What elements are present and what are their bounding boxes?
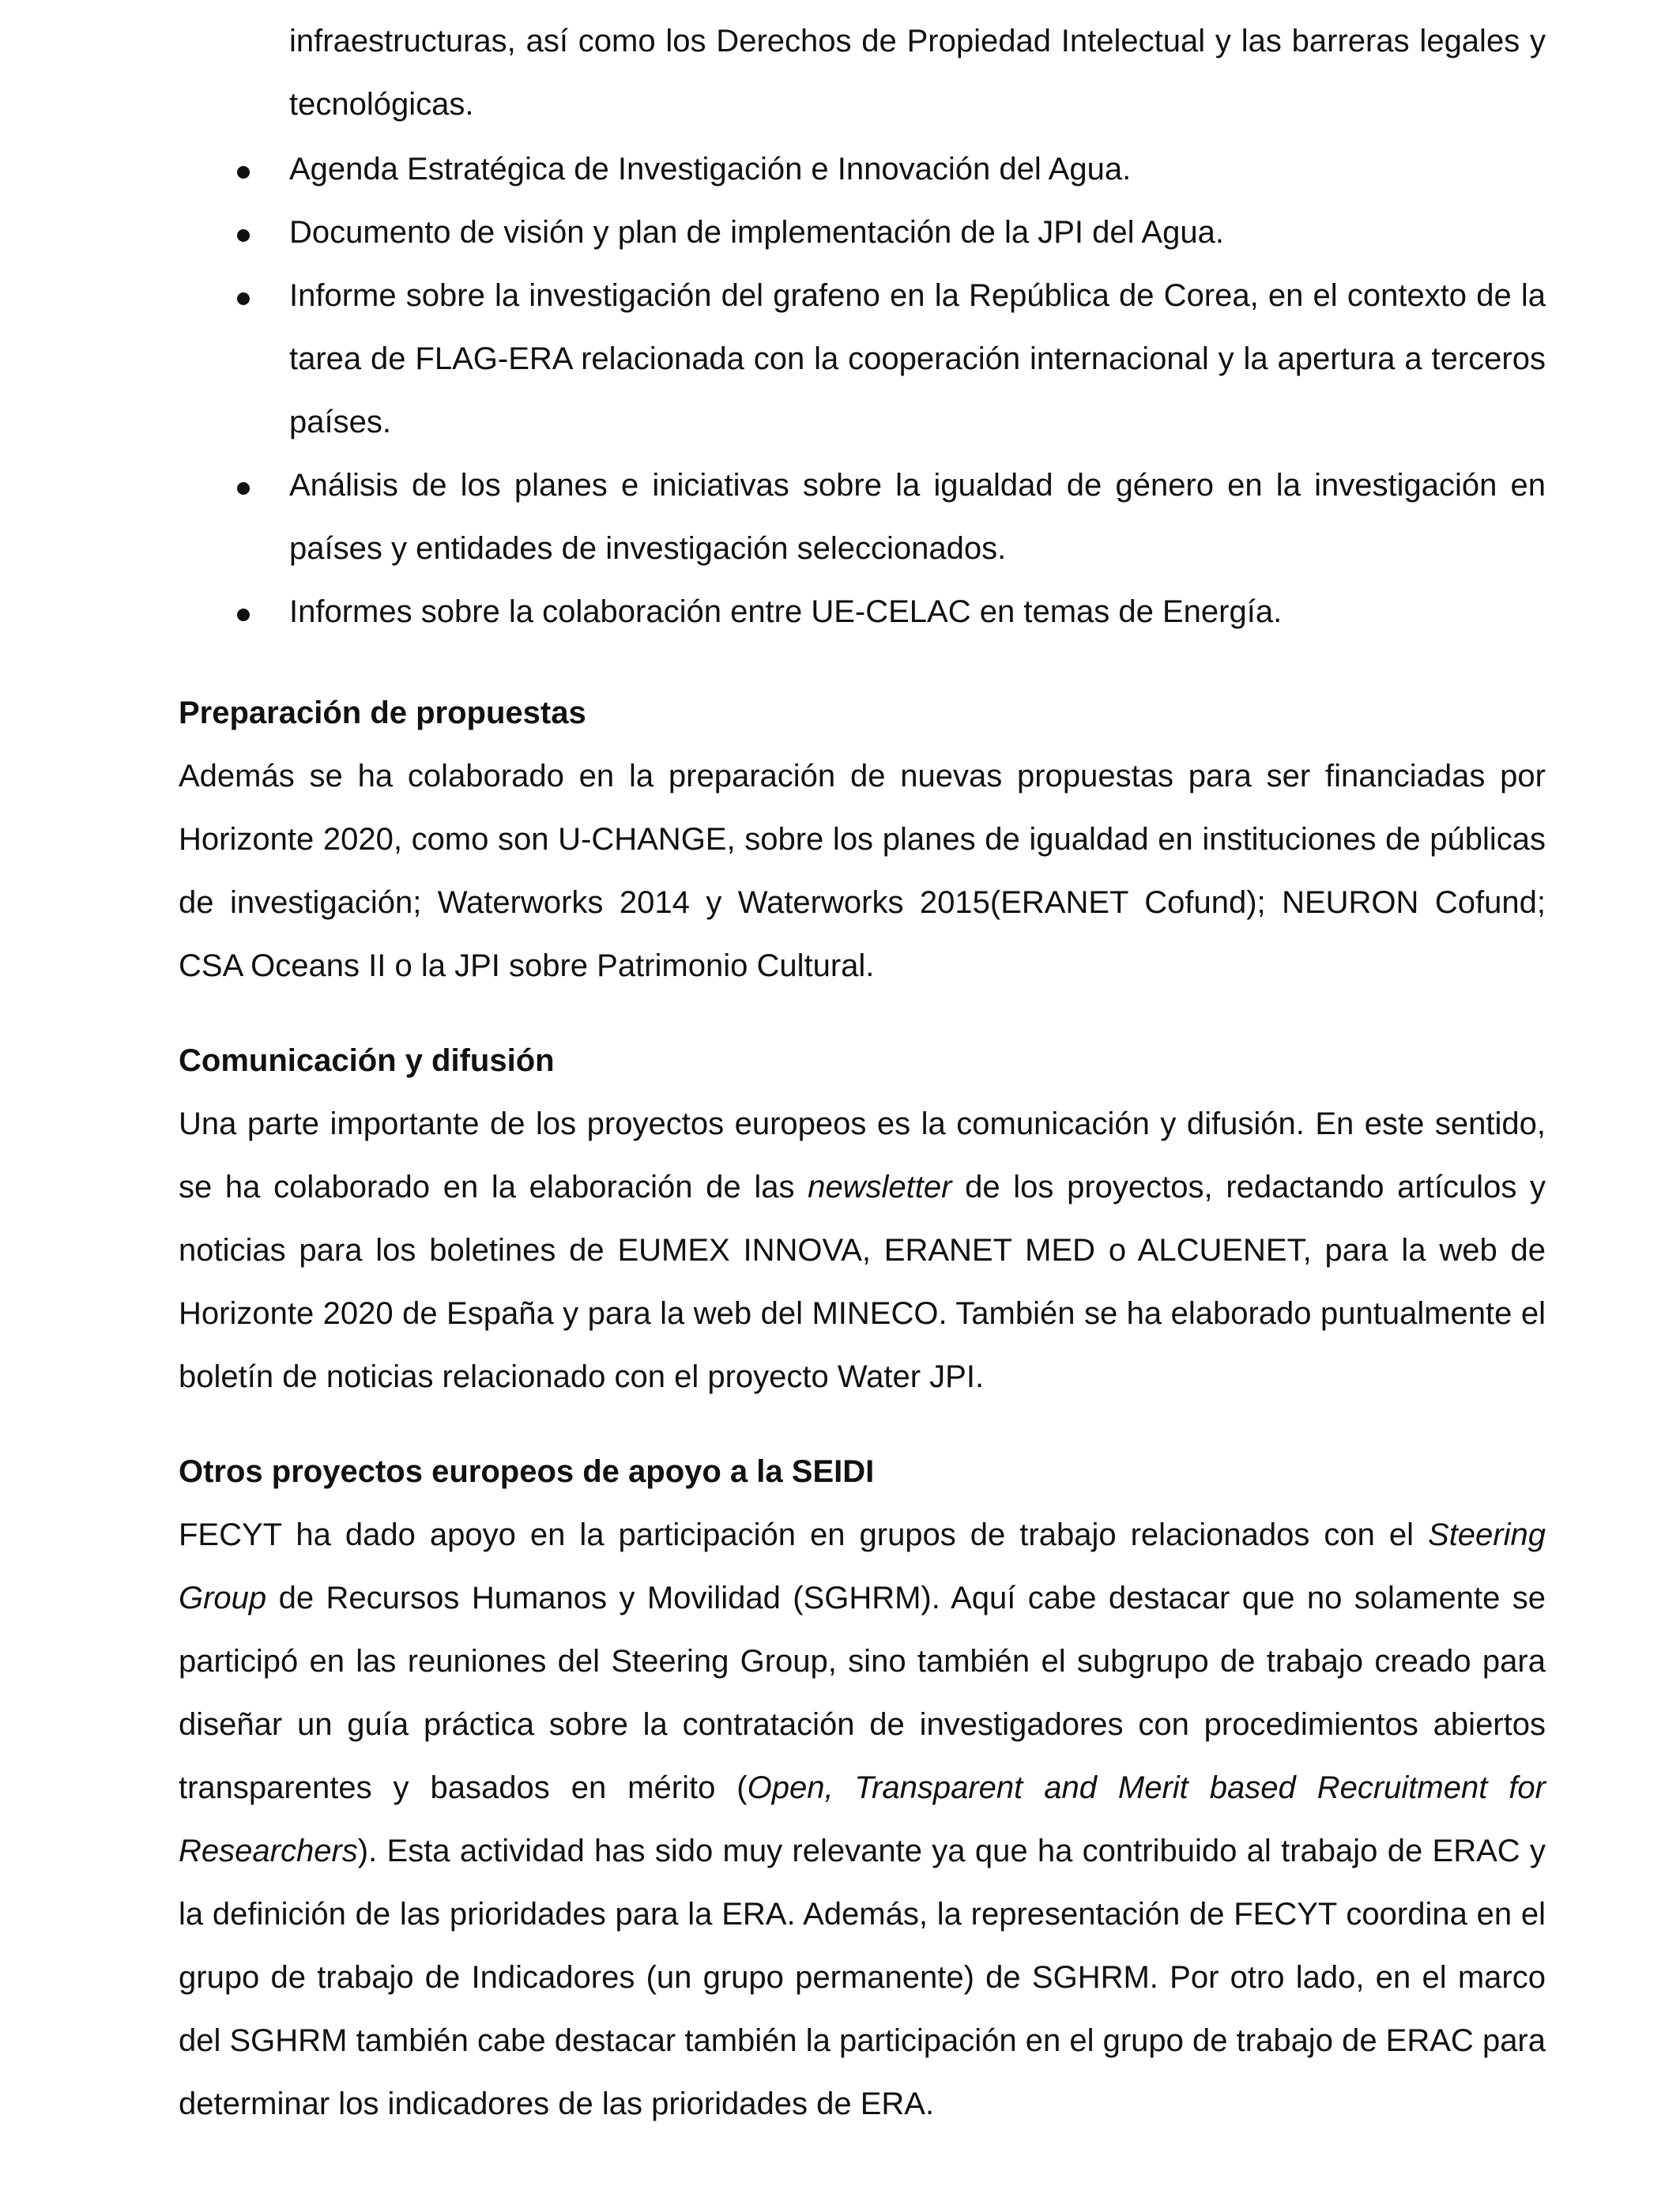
- section-paragraph: [179, 1503, 1546, 2136]
- paragraph-emphasis: newsletter: [808, 1170, 952, 1204]
- bullet-continuation: [179, 9, 1546, 136]
- bullet-icon: [237, 482, 250, 495]
- list-item-text: Análisis de los planes e iniciativas sobre la igualdad de género en la investigación en países y entidades de investigación seleccionados.: [289, 468, 1546, 566]
- section-paragraph: Además se ha colaborado en la preparación de nuevas propuestas para ser financiadas por Horizonte 2020, como son U-CHANGE, sobre los planes de igualdad en instituciones de públicas de investigación; Waterworks 2014 y Waterworks 2015(ERANET Cofund); NEURON Cofund; CSA Oceans II o la JPI sobre Patrimonio Cultural.: [179, 759, 1546, 983]
- section-heading: Otros proyectos europeos de apoyo a la SEIDI: [179, 1454, 875, 1489]
- section-otros: [179, 1440, 1546, 2136]
- list-item: [179, 264, 1546, 454]
- list-item: [179, 138, 1546, 201]
- section-paragraph: [179, 1092, 1546, 1408]
- section-comunicacion: [179, 1029, 1546, 1408]
- paragraph-emphasis: Open, Transparent and Merit based Recruitment for Researchers: [179, 1770, 1546, 1868]
- list-item: [179, 454, 1546, 580]
- bullet-list: [179, 9, 1546, 643]
- paragraph-text: FECYT ha dado apoyo en la participación en grupos de trabajo relacionados con el: [179, 1517, 1429, 1552]
- list-item-text: Agenda Estratégica de Investigación e Innovación del Agua.: [289, 152, 1132, 187]
- bullet-icon: [237, 609, 250, 621]
- list-item-text: Documento de visión y plan de implementación de la JPI del Agua.: [289, 215, 1224, 250]
- section-heading: Comunicación y difusión: [179, 1043, 555, 1078]
- list-item-text: Informes sobre la colaboración entre UE-CELAC en temas de Energía.: [289, 594, 1283, 629]
- paragraph-text: de Recursos Humanos y Movilidad (SGHRM). Aquí cabe destacar que no solamente se participó en las reuniones del Steering Group, sino también el subgrupo de trabajo creado para diseñar un guía práctica sobre la contratación de investigadores con procedimientos abiertos transparentes y basados en mérito (: [179, 1581, 1546, 1805]
- paragraph-text: ). Esta actividad has sido muy relevante ya que ha contribuido al trabajo de ERAC y la definición de las prioridades para la ERA. Además, la representación de FECYT coordina en el grupo de trabajo de Indicadores (un grupo permanente) de SGHRM. Por otro lado, en el marco del SGHRM también cabe destacar también la participación en el grupo de trabajo de ERAC para determinar los indicadores de las prioridades de ERA.: [179, 1834, 1546, 2121]
- paragraph-emphasis: Steering Group: [179, 1517, 1546, 1615]
- bullet-icon: [237, 292, 250, 305]
- list-item: [179, 201, 1546, 264]
- list-item-text: Informe sobre la investigación del grafeno en la República de Corea, en el contexto de la tarea de FLAG-ERA relacionada con la cooperación internacional y la apertura a terceros países.: [289, 278, 1546, 439]
- bullet-icon: [237, 166, 250, 179]
- section-heading: Preparación de propuestas: [179, 696, 586, 730]
- section-propuestas: [179, 681, 1546, 997]
- paragraph-text: de los proyectos, redactando artículos y noticias para los boletines de EUMEX INNOVA, ERANET MED o ALCUENET, para la web de Horizonte 2020 de España y para la web del MINECO. También se ha elaborado puntualmente el boletín de noticias relacionado con el proyecto Water JPI.: [179, 1170, 1546, 1394]
- bullet-continuation-text: infraestructuras, así como los Derechos de Propiedad Intelectual y las barreras legales y tecnológicas.: [289, 24, 1546, 122]
- bullet-icon: [237, 229, 250, 242]
- list-item: [179, 580, 1546, 643]
- paragraph-text: Una parte importante de los proyectos europeos es la comunicación y difusión. En este sentido, se ha colaborado en la elaboración de las: [179, 1106, 1546, 1204]
